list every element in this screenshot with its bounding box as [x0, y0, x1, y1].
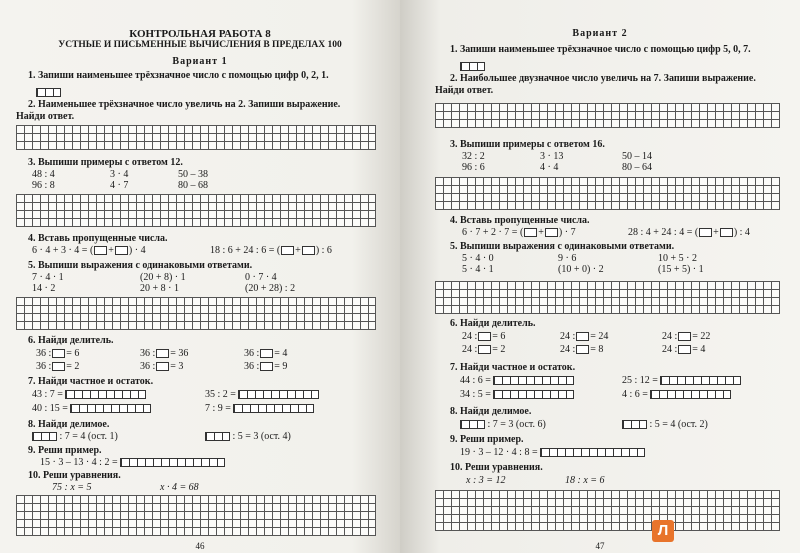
equation-10a: 75 : x = 5 [52, 482, 92, 493]
remainder-eq [460, 389, 574, 400]
remainder-eq [32, 403, 151, 414]
expression-text: + [713, 227, 719, 238]
answer-cells[interactable] [238, 390, 319, 399]
blank-box[interactable] [115, 246, 128, 255]
blank-box[interactable] [52, 362, 65, 371]
answer-grid-10[interactable] [435, 490, 780, 531]
answer-cells[interactable] [493, 390, 574, 399]
divisor-eq [140, 348, 188, 359]
task-7: 7. Найди частное и остаток. [28, 376, 154, 387]
blank-box[interactable] [678, 345, 691, 354]
example-9 [40, 457, 225, 468]
expression-text: = 6 [66, 348, 80, 359]
answer-grid-5[interactable] [16, 297, 376, 330]
expression: (10 + 0) · 2 [558, 264, 604, 275]
answer-cells[interactable] [65, 390, 146, 399]
blank-box[interactable] [156, 362, 169, 371]
answer-cells[interactable] [205, 432, 230, 441]
expression-text: = 8 [590, 344, 604, 355]
expression: (20 + 28) : 2 [245, 283, 296, 294]
task-2-cont: Найди ответ. [16, 111, 75, 122]
expression-text: 36 : [36, 348, 52, 359]
task-8: 8. Найди делимое. [28, 419, 110, 430]
example: 32 : 2 [462, 151, 485, 162]
blank-box[interactable] [720, 228, 733, 237]
answer-grid-5[interactable] [435, 281, 780, 314]
example: 80 – 68 [178, 180, 208, 191]
blank-box[interactable] [156, 349, 169, 358]
remainder-eq [205, 403, 314, 414]
divisor-eq [560, 331, 608, 342]
answer-cells[interactable] [660, 376, 741, 385]
divisor-eq [560, 344, 603, 355]
blank-box[interactable] [260, 349, 273, 358]
expression-text: + [108, 245, 114, 256]
example: 4 · 7 [110, 180, 129, 191]
task-6: 6. Найди делитель. [450, 318, 536, 329]
expression-text: + [295, 245, 301, 256]
blank-box[interactable] [260, 362, 273, 371]
blank-box[interactable] [699, 228, 712, 237]
expression-text: = 9 [274, 361, 288, 372]
expression-text: = 3 [170, 361, 184, 372]
answer-grid-10[interactable] [16, 495, 376, 536]
task-1: 1. Запиши наименьшее трёхзначное число с помощью цифр 5, 0, 7. [450, 44, 751, 55]
remainder-eq [32, 389, 146, 400]
expression-text: ) : 6 [315, 245, 332, 256]
expression-text: : 5 = 3 (ост. 4) [232, 431, 291, 442]
answer-cells[interactable] [233, 404, 314, 413]
example: 48 : 4 [32, 169, 55, 180]
test-subtitle: УСТНЫЕ И ПИСЬМЕННЫЕ ВЫЧИСЛЕНИЯ В ПРЕДЕЛАХ 100 [58, 40, 342, 50]
answer-cells[interactable] [650, 390, 731, 399]
remainder-eq [205, 389, 319, 400]
example: 3 · 13 [540, 151, 564, 162]
variant-heading: Вариант 2 [572, 28, 628, 39]
expression: 9 · 6 [558, 253, 577, 264]
blank-box[interactable] [478, 332, 491, 341]
answer-cells[interactable] [460, 62, 485, 71]
task-2: 2. Наименьшее трёхзначное число увеличь на 2. Запиши выражение. [28, 99, 341, 110]
expression-text: = 6 [492, 331, 506, 342]
expression-text: = 24 [590, 331, 609, 342]
expression-text: 36 : [36, 361, 52, 372]
publisher-logo-icon: Л [652, 520, 674, 542]
blank-box[interactable] [52, 349, 65, 358]
variant-heading: Вариант 1 [172, 56, 228, 67]
blank-box[interactable] [302, 246, 315, 255]
blank-box[interactable] [478, 345, 491, 354]
expression-text: 44 : 6 = [460, 375, 491, 386]
answer-cells[interactable] [32, 432, 57, 441]
dividend-eq [622, 419, 708, 430]
expression: 5 · 4 · 1 [462, 264, 494, 275]
expression-text: 4 : 6 = [622, 389, 648, 400]
answer-cells[interactable] [70, 404, 151, 413]
task-8: 8. Найди делимое. [450, 406, 532, 417]
task-2-cont: Найди ответ. [435, 85, 494, 96]
expression-text: 24 : [662, 344, 678, 355]
expression-text: 6 · 4 + 3 · 4 = ( [32, 245, 94, 256]
expression-text: : 7 = 4 (ост. 1) [59, 431, 118, 442]
answer-cells[interactable] [120, 458, 225, 467]
expression-text: : 7 = 3 (ост. 6) [487, 419, 546, 430]
task-2: 2. Наибольшее двузначное число увеличь на 7. Запиши выражение. [450, 73, 756, 84]
expression-text: = 2 [66, 361, 80, 372]
expression-text: = 4 [692, 344, 706, 355]
answer-cells[interactable] [460, 420, 485, 429]
example: 50 – 14 [622, 151, 652, 162]
remainder-eq [622, 389, 731, 400]
expression: 10 + 5 · 2 [658, 253, 697, 264]
example: 80 – 64 [622, 162, 652, 173]
task-7: 7. Найди частное и остаток. [450, 362, 576, 373]
page-number: 46 [195, 541, 205, 551]
blank-box[interactable] [576, 332, 589, 341]
answer-grid-2[interactable] [16, 125, 376, 150]
divisor-eq [140, 361, 183, 372]
blank-box[interactable] [94, 246, 107, 255]
dividend-eq [205, 431, 291, 442]
blank-box[interactable] [281, 246, 294, 255]
expression-text: 24 : [560, 344, 576, 355]
answer-cells[interactable] [36, 88, 61, 97]
divisor-eq [462, 344, 505, 355]
divisor-eq [244, 361, 287, 372]
equation-10b: x · 4 = 68 [160, 482, 199, 493]
divisor-eq [662, 344, 705, 355]
expression-text: 36 : [244, 348, 260, 359]
expression-text: ) · 7 [558, 227, 576, 238]
expression-text: 25 : 12 = [622, 375, 658, 386]
expression: 5 · 4 · 0 [462, 253, 494, 264]
divisor-eq [36, 348, 79, 359]
equation-4a [462, 227, 576, 238]
example: 50 – 38 [178, 169, 208, 180]
expression-text: = 36 [170, 348, 189, 359]
equation-4a [32, 245, 146, 256]
expression-text: 15 · 3 – 13 · 4 : 2 = [40, 457, 118, 468]
expression-text: ) : 4 [733, 227, 750, 238]
expression-text: = 4 [274, 348, 288, 359]
dividend-eq [460, 419, 546, 430]
divisor-eq [244, 348, 287, 359]
blank-box[interactable] [545, 228, 558, 237]
test-title: КОНТРОЛЬНАЯ РАБОТА 8 [129, 28, 271, 40]
expression-text: 36 : [140, 348, 156, 359]
page-right [400, 0, 800, 553]
expression-text: ) · 4 [128, 245, 146, 256]
expression-text: + [538, 227, 544, 238]
equation-10a: x : 3 = 12 [466, 475, 506, 486]
answer-grid-2[interactable] [435, 103, 780, 128]
expression-text: 35 : 2 = [205, 389, 236, 400]
answer-cells[interactable] [622, 420, 647, 429]
expression: 20 + 8 · 1 [140, 283, 179, 294]
task-6: 6. Найди делитель. [28, 335, 114, 346]
example: 3 · 4 [110, 169, 129, 180]
task-3: 3. Выпиши примеры с ответом 16. [450, 139, 605, 150]
equation-4b [628, 227, 750, 238]
expression-text: 43 : 7 = [32, 389, 63, 400]
expression-text: 40 : 15 = [32, 403, 68, 414]
divisor-eq [36, 361, 79, 372]
divisor-eq [462, 331, 505, 342]
divisor-eq [662, 331, 710, 342]
task-5: 5. Выпиши выражения с одинаковыми ответами. [450, 241, 675, 252]
example: 96 : 6 [462, 162, 485, 173]
expression: 14 · 2 [32, 283, 56, 294]
blank-box[interactable] [576, 345, 589, 354]
expression-text: 7 : 9 = [205, 403, 231, 414]
expression-text: 28 : 4 + 24 : 4 = ( [628, 227, 699, 238]
task-3: 3. Выпиши примеры с ответом 12. [28, 157, 183, 168]
equation-4b [210, 245, 332, 256]
expression-text: 36 : [140, 361, 156, 372]
example: 96 : 8 [32, 180, 55, 191]
expression-text: 34 : 5 = [460, 389, 491, 400]
page-number: 47 [595, 541, 605, 551]
remainder-eq [622, 375, 741, 386]
expression: (20 + 8) · 1 [140, 272, 186, 283]
example-9 [460, 447, 645, 458]
expression-text: : 5 = 4 (ост. 2) [649, 419, 708, 430]
dividend-eq [32, 431, 118, 442]
task-1: 1. Запиши наименьшее трёхзначное число с помощью цифр 0, 2, 1. [28, 70, 329, 81]
expression-text: = 2 [492, 344, 506, 355]
answer-grid-3[interactable] [16, 194, 376, 227]
expression-text: = 22 [692, 331, 711, 342]
expression-text: 19 · 3 – 12 · 4 : 8 = [460, 447, 538, 458]
blank-box[interactable] [678, 332, 691, 341]
expression-text: 24 : [462, 331, 478, 342]
equation-10b: 18 : x = 6 [565, 475, 605, 486]
answer-cells[interactable] [493, 376, 574, 385]
task-9: 9. Реши пример. [450, 434, 524, 445]
answer-grid-3[interactable] [435, 177, 780, 210]
expression-text: 36 : [244, 361, 260, 372]
task-10: 10. Реши уравнения. [28, 470, 121, 481]
task-9: 9. Реши пример. [28, 445, 102, 456]
example: 4 · 4 [540, 162, 559, 173]
expression: 0 · 7 · 4 [245, 272, 277, 283]
expression: 7 · 4 · 1 [32, 272, 64, 283]
expression-text: 24 : [560, 331, 576, 342]
task-4: 4. Вставь пропущенные числа. [28, 233, 168, 244]
remainder-eq [460, 375, 574, 386]
task-5: 5. Выпиши выражения с одинаковыми ответами. [28, 260, 253, 271]
expression-text: 24 : [662, 331, 678, 342]
task-10: 10. Реши уравнения. [450, 462, 543, 473]
expression-text: 18 : 6 + 24 : 6 = ( [210, 245, 281, 256]
answer-cells[interactable] [540, 448, 645, 457]
task-4: 4. Вставь пропущенные числа. [450, 215, 590, 226]
expression: (15 + 5) · 1 [658, 264, 704, 275]
blank-box[interactable] [524, 228, 537, 237]
expression-text: 6 · 7 + 2 · 7 = ( [462, 227, 524, 238]
expression-text: 24 : [462, 344, 478, 355]
